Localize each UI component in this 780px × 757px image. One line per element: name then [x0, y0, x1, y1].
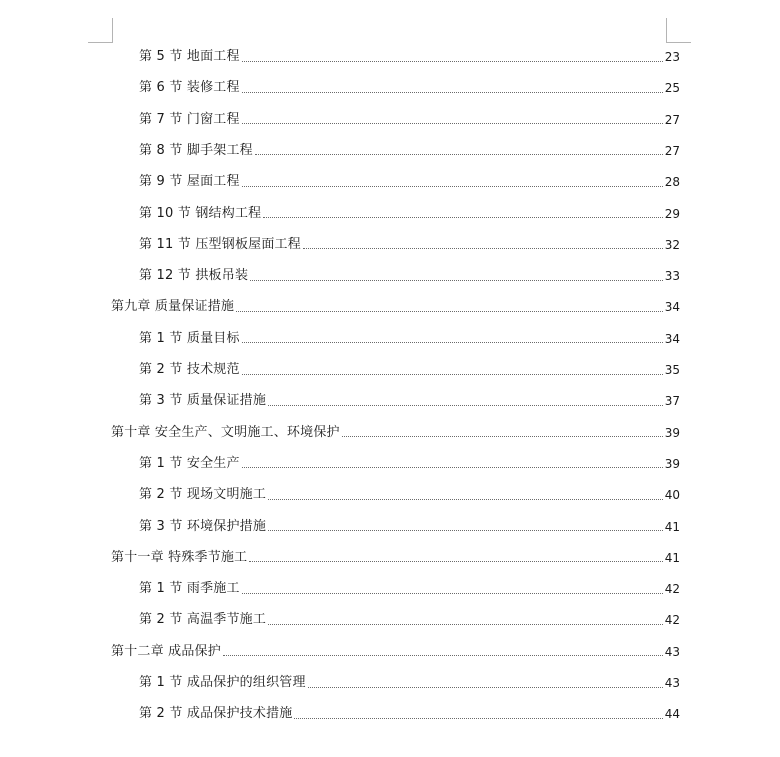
toc-page-number: 35: [664, 363, 680, 377]
toc-dot-leader: [268, 405, 663, 406]
toc-dot-leader: [308, 687, 663, 688]
toc-dot-leader: [242, 92, 663, 93]
toc-section-entry[interactable]: [139, 139, 680, 163]
toc-section-entry[interactable]: [139, 327, 680, 351]
toc-dot-leader: [268, 499, 663, 500]
toc-entry-title: 第 1 节 质量目标: [139, 330, 240, 346]
toc-section-entry[interactable]: [139, 671, 680, 695]
toc-section-entry[interactable]: [139, 108, 680, 132]
toc-entry-title: 第 2 节 高温季节施工: [139, 612, 267, 628]
toc-entry-title: 第 2 节 技术规范: [139, 362, 240, 377]
toc-page-number: 37: [664, 394, 680, 409]
toc-dot-leader: [268, 530, 663, 531]
toc-entry-title: 第 11 节 压型钢板屋面工程: [139, 236, 301, 252]
toc-page-number: 29: [664, 206, 680, 221]
toc-entry-title: 第十二章 成品保护: [111, 643, 221, 659]
toc-dot-leader: [250, 280, 663, 281]
toc-entry-title: 第 2 节 现场文明施工: [139, 487, 267, 503]
toc-section-entry[interactable]: [139, 389, 680, 413]
toc-page-number: 43: [664, 676, 680, 690]
toc-dot-leader: [255, 154, 663, 155]
toc-dot-leader: [236, 311, 663, 312]
toc-section-entry[interactable]: [139, 483, 680, 507]
toc-entry-title: 第九章 质量保证措施: [111, 299, 235, 315]
toc-entry-title: 第 7 节 门窗工程: [139, 111, 240, 127]
toc-entry-title: 第 1 节 雨季施工: [139, 581, 240, 597]
toc-chapter-entry[interactable]: [111, 421, 680, 445]
page-corner-mark-top-right: [666, 18, 691, 43]
toc-dot-leader: [242, 374, 663, 375]
toc-page-number: 34: [664, 300, 680, 315]
toc-chapter-entry[interactable]: [111, 295, 680, 319]
toc-page-number: 41: [664, 550, 680, 565]
toc-page-number: 34: [664, 331, 680, 346]
toc-section-entry[interactable]: [139, 452, 680, 476]
toc-section-entry[interactable]: [139, 608, 680, 632]
toc-entry-title: 第 3 节 质量保证措施: [139, 393, 267, 409]
toc-dot-leader: [242, 593, 663, 594]
toc-section-entry[interactable]: [139, 170, 680, 194]
toc-dot-leader: [294, 718, 662, 719]
toc-entry-title: 第 6 节 装修工程: [139, 80, 240, 96]
toc-page-number: 42: [664, 582, 680, 597]
toc-page-number: 27: [664, 143, 680, 158]
toc-page-number: 39: [664, 425, 680, 440]
toc-dot-leader: [268, 624, 663, 625]
toc-section-entry[interactable]: [139, 702, 680, 726]
toc-entry-title: 第 1 节 安全生产: [139, 455, 240, 471]
toc-dot-leader: [342, 436, 663, 437]
toc-page-number: 42: [664, 613, 680, 628]
toc-page-number: 44: [664, 707, 680, 722]
toc-dot-leader: [249, 561, 662, 562]
toc-entry-title: 第 8 节 脚手架工程: [139, 142, 253, 158]
toc-page-number: 40: [664, 488, 680, 503]
toc-page-number: 41: [664, 519, 680, 534]
toc-page-number: 32: [664, 237, 680, 252]
toc-dot-leader: [242, 186, 663, 187]
toc-dot-leader: [263, 217, 662, 218]
page-corner-mark-top-left: [88, 18, 113, 43]
toc-dot-leader: [242, 123, 663, 124]
toc-page-number: 27: [664, 112, 680, 127]
toc-dot-leader: [242, 342, 663, 343]
toc-section-entry[interactable]: [139, 577, 680, 601]
toc-chapter-entry[interactable]: [111, 640, 680, 664]
toc-dot-leader: [242, 467, 663, 468]
toc-entry-title: 第 12 节 拱板吊装: [139, 268, 249, 284]
toc-entry-title: 第 2 节 成品保护技术措施: [139, 706, 293, 722]
toc-entry-title: 第十章 安全生产、文明施工、环境保护: [111, 424, 340, 440]
toc-section-entry[interactable]: [139, 515, 680, 539]
toc-page-number: 33: [664, 269, 680, 284]
toc-section-entry[interactable]: [139, 202, 680, 226]
toc-section-entry[interactable]: [139, 76, 680, 100]
toc-dot-leader: [223, 655, 663, 656]
toc-chapter-entry[interactable]: [111, 546, 680, 570]
toc-entry-title: 第 5 节 地面工程: [139, 49, 240, 64]
toc-page-number: 43: [664, 644, 680, 659]
toc-dot-leader: [242, 61, 663, 62]
toc-page-number: 39: [664, 456, 680, 471]
toc-page-number: 23: [664, 50, 680, 64]
toc-entry-title: 第 10 节 钢结构工程: [139, 205, 262, 221]
toc-page-number: 28: [664, 175, 680, 190]
toc-page-number: 25: [664, 81, 680, 96]
toc-dot-leader: [303, 248, 663, 249]
toc-section-entry[interactable]: [139, 45, 680, 69]
toc-entry-title: 第 3 节 环境保护措施: [139, 518, 267, 534]
toc-entry-title: 第十一章 特殊季节施工: [111, 549, 248, 565]
toc-section-entry[interactable]: [139, 358, 680, 382]
toc-section-entry[interactable]: [139, 233, 680, 257]
toc-entry-title: 第 9 节 屋面工程: [139, 174, 240, 190]
toc-entry-title: 第 1 节 成品保护的组织管理: [139, 675, 306, 690]
toc-section-entry[interactable]: [139, 264, 680, 288]
